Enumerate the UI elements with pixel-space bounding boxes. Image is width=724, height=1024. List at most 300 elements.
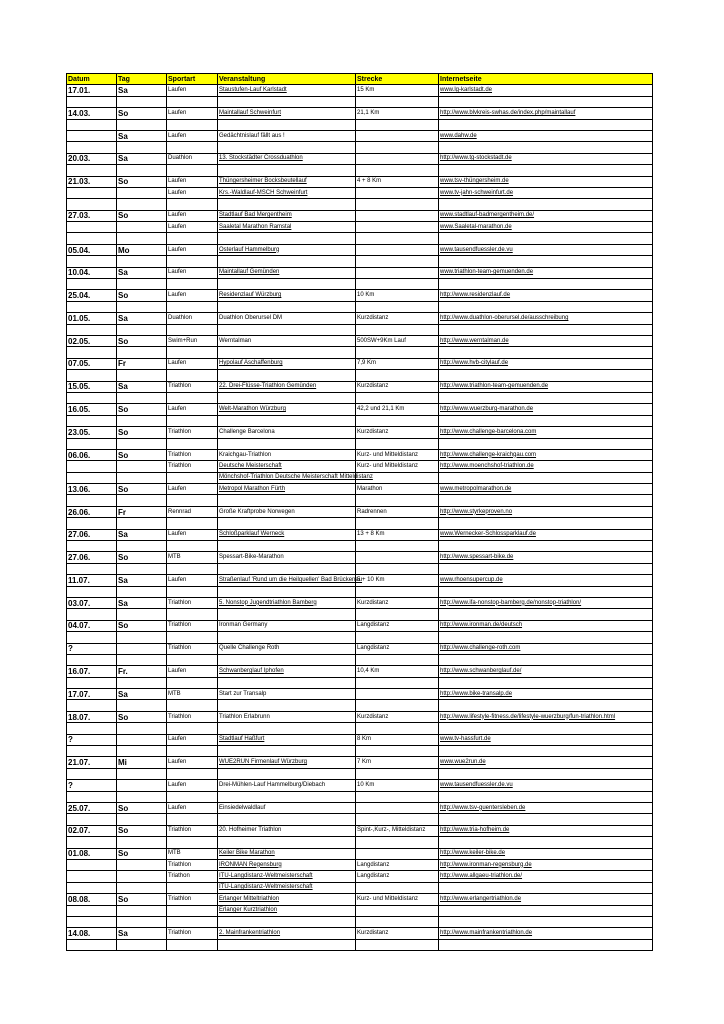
- distance-cell: [356, 700, 439, 711]
- website-link: [439, 415, 653, 426]
- event-cell: Staustufen-Lauf Karlstadt: [218, 85, 356, 96]
- website-link[interactable]: http://www.keiler-bike.de: [439, 848, 653, 859]
- sport-cell: Laufen: [167, 244, 218, 255]
- spacer-row: [67, 563, 653, 574]
- day-cell: Sa: [117, 313, 167, 324]
- website-link: [439, 165, 653, 176]
- table-row: [67, 575, 653, 586]
- website-link: [439, 324, 653, 335]
- event-cell: [218, 677, 356, 688]
- event-cell: [218, 495, 356, 506]
- spacer-row: [67, 119, 653, 130]
- event-cell: [218, 563, 356, 574]
- event-cell: Schwanberglauf Iphofen: [218, 666, 356, 677]
- day-cell: Sa: [117, 529, 167, 540]
- table-row: [67, 689, 653, 700]
- day-cell: [117, 370, 167, 381]
- distance-cell: 42,2 und 21,1 Km: [356, 404, 439, 415]
- date-cell: [67, 415, 117, 426]
- spacer-row: [67, 723, 653, 734]
- spacer-row: [67, 438, 653, 449]
- distance-cell: [356, 153, 439, 164]
- spacer-row: [67, 495, 653, 506]
- sport-cell: Laufen: [167, 803, 218, 814]
- date-cell: [67, 700, 117, 711]
- day-cell: So: [117, 108, 167, 119]
- website-link[interactable]: www.tv-jahn-schweinfurt.de: [439, 187, 653, 198]
- event-cell: [218, 165, 356, 176]
- table-row: [67, 381, 653, 392]
- date-cell: [67, 518, 117, 529]
- website-link: [439, 563, 653, 574]
- date-cell: [67, 370, 117, 381]
- website-link[interactable]: www.metropolmarathon.de: [439, 484, 653, 495]
- sport-cell: [167, 392, 218, 403]
- distance-cell: [356, 518, 439, 529]
- event-cell: 20. Hofheimer Triathlon: [218, 825, 356, 836]
- day-cell: Sa: [117, 575, 167, 586]
- website-link[interactable]: http://www.blvkreis-swhas.de/index.php/maintallauf: [439, 108, 653, 119]
- day-cell: [117, 734, 167, 745]
- sport-cell: [167, 939, 218, 950]
- sport-cell: Triathlon: [167, 461, 218, 472]
- day-cell: Fr: [117, 358, 167, 369]
- date-cell: 20.03.: [67, 153, 117, 164]
- distance-cell: [356, 723, 439, 734]
- sport-cell: [167, 563, 218, 574]
- table-row: [67, 859, 653, 870]
- distance-cell: [356, 301, 439, 312]
- website-link: [439, 495, 653, 506]
- event-cell: Metropol Marathon Fürth: [218, 484, 356, 495]
- distance-cell: 5 + 10 Km: [356, 575, 439, 586]
- sport-cell: Laufen: [167, 210, 218, 221]
- table-row: [67, 848, 653, 859]
- website-link: [439, 233, 653, 244]
- date-cell: [67, 791, 117, 802]
- sport-cell: Duathlon: [167, 313, 218, 324]
- website-link: [439, 347, 653, 358]
- website-link[interactable]: http://www.ironman-regensburg.de: [439, 859, 653, 870]
- event-cell: Thüngersheimer Bocksbeutellauf: [218, 176, 356, 187]
- website-link[interactable]: http://www.duathlon-oberursel.de/ausschreibung: [439, 313, 653, 324]
- spacer-row: [67, 677, 653, 688]
- sport-cell: Triathlon: [167, 711, 218, 722]
- date-cell: 25.04.: [67, 290, 117, 301]
- sport-cell: [167, 495, 218, 506]
- date-cell: ?: [67, 780, 117, 791]
- sport-cell: [167, 632, 218, 643]
- website-link[interactable]: http://www.moenchshof-triathlon.de: [439, 461, 653, 472]
- website-link: [439, 916, 653, 927]
- distance-cell: [356, 199, 439, 210]
- sport-cell: [167, 142, 218, 153]
- event-cell: [218, 119, 356, 130]
- distance-cell: [356, 746, 439, 757]
- sport-cell: [167, 700, 218, 711]
- spacer-row: [67, 814, 653, 825]
- table-row: [67, 210, 653, 221]
- spacer-row: [67, 165, 653, 176]
- date-cell: [67, 768, 117, 779]
- spacer-row: [67, 654, 653, 665]
- distance-cell: [356, 244, 439, 255]
- website-link: [439, 301, 653, 312]
- sport-cell: Swim+Run: [167, 335, 218, 346]
- website-link[interactable]: www.Wernecker-Schlossparklauf.de: [439, 529, 653, 540]
- table-row: [67, 187, 653, 198]
- distance-cell: [356, 165, 439, 176]
- sport-cell: [167, 814, 218, 825]
- website-link[interactable]: http://www.tg-stockstadt.de: [439, 153, 653, 164]
- date-cell: ?: [67, 643, 117, 654]
- distance-cell: [356, 882, 439, 893]
- day-cell: Mi: [117, 757, 167, 768]
- sport-cell: Laufen: [167, 267, 218, 278]
- event-cell: Erlanger Mitteltriathlon: [218, 894, 356, 905]
- website-link[interactable]: http://www.challenge-barcelona.com: [439, 427, 653, 438]
- website-link[interactable]: http://www.tsv-guentersleben.de: [439, 803, 653, 814]
- date-cell: [67, 746, 117, 757]
- header-tag: Tag: [117, 74, 167, 85]
- website-link[interactable]: http://www.challenge-roth.com: [439, 643, 653, 654]
- sport-cell: Laufen: [167, 358, 218, 369]
- distance-cell: [356, 130, 439, 141]
- day-cell: Sa: [117, 85, 167, 96]
- sport-cell: [167, 746, 218, 757]
- day-cell: [117, 780, 167, 791]
- sport-cell: Laufen: [167, 404, 218, 415]
- website-link[interactable]: www.wue2run.de: [439, 757, 653, 768]
- distance-cell: 10,4 Km: [356, 666, 439, 677]
- day-cell: [117, 871, 167, 882]
- distance-cell: [356, 233, 439, 244]
- event-cell: 2. Mainfrankentriathlon: [218, 928, 356, 939]
- date-cell: [67, 165, 117, 176]
- day-cell: [117, 256, 167, 267]
- spacer-row: [67, 142, 653, 153]
- website-link[interactable]: http://www.challenge-kraichgau.com: [439, 449, 653, 460]
- header-strecke: Strecke: [356, 74, 439, 85]
- day-cell: [117, 916, 167, 927]
- sport-cell: [167, 415, 218, 426]
- spacer-row: [67, 301, 653, 312]
- table-row: [67, 506, 653, 517]
- day-cell: So: [117, 290, 167, 301]
- date-cell: [67, 939, 117, 950]
- website-link[interactable]: www.tausendfuessler.de.vu: [439, 244, 653, 255]
- sport-cell: [167, 791, 218, 802]
- distance-cell: [356, 791, 439, 802]
- day-cell: Sa: [117, 130, 167, 141]
- website-link[interactable]: http://www.tria-hofheim.de: [439, 825, 653, 836]
- website-link[interactable]: http://www.werntalman.de: [439, 335, 653, 346]
- sport-cell: Triathlon: [167, 449, 218, 460]
- website-link[interactable]: www.tsv-thüngersheim.de: [439, 176, 653, 187]
- distance-cell: [356, 495, 439, 506]
- event-cell: [218, 324, 356, 335]
- day-cell: So: [117, 210, 167, 221]
- spacer-row: [67, 700, 653, 711]
- website-link: [439, 279, 653, 290]
- website-link: [439, 814, 653, 825]
- event-cell: [218, 768, 356, 779]
- table-row: [67, 620, 653, 631]
- website-link: [439, 723, 653, 734]
- day-cell: Sa: [117, 267, 167, 278]
- spacer-row: [67, 768, 653, 779]
- day-cell: [117, 415, 167, 426]
- event-cell: Drei-Mühlen-Lauf Hammelburg/Diebach: [218, 780, 356, 791]
- date-cell: [67, 609, 117, 620]
- event-cell: [218, 301, 356, 312]
- date-cell: 17.07.: [67, 689, 117, 700]
- date-cell: 03.07.: [67, 597, 117, 608]
- date-cell: 14.08.: [67, 928, 117, 939]
- distance-cell: [356, 187, 439, 198]
- website-link[interactable]: www.rhoensupercup.de: [439, 575, 653, 586]
- event-cell: Keiler Bike Marathon: [218, 848, 356, 859]
- table-row: [67, 244, 653, 255]
- sport-cell: [167, 882, 218, 893]
- date-cell: 25.07.: [67, 803, 117, 814]
- table-row: [67, 905, 653, 916]
- website-link[interactable]: www.tausendfuessler.de.vu: [439, 780, 653, 791]
- website-link: [439, 96, 653, 107]
- sport-cell: [167, 279, 218, 290]
- distance-cell: [356, 370, 439, 381]
- day-cell: Sa: [117, 597, 167, 608]
- sport-cell: Laufen: [167, 484, 218, 495]
- distance-cell: [356, 814, 439, 825]
- website-link: [439, 905, 653, 916]
- date-cell: ?: [67, 734, 117, 745]
- spacer-row: [67, 96, 653, 107]
- sport-cell: [167, 119, 218, 130]
- table-row: [67, 803, 653, 814]
- event-cell: IRONMAN Regensburg: [218, 859, 356, 870]
- website-link: [439, 472, 653, 483]
- day-cell: [117, 233, 167, 244]
- table-row: [67, 290, 653, 301]
- day-cell: So: [117, 711, 167, 722]
- distance-cell: 7,9 Km: [356, 358, 439, 369]
- distance-cell: [356, 768, 439, 779]
- sport-cell: Triathlon: [167, 597, 218, 608]
- table-row: [67, 404, 653, 415]
- day-cell: So: [117, 427, 167, 438]
- day-cell: [117, 495, 167, 506]
- date-cell: [67, 871, 117, 882]
- website-link: [439, 768, 653, 779]
- date-cell: [67, 324, 117, 335]
- table-row: [67, 825, 653, 836]
- sport-cell: [167, 370, 218, 381]
- table-row: [67, 176, 653, 187]
- distance-cell: Langdistanz: [356, 859, 439, 870]
- sport-cell: [167, 165, 218, 176]
- day-cell: Sa: [117, 928, 167, 939]
- day-cell: [117, 472, 167, 483]
- website-link[interactable]: http://www.allgaeu-triathlon.de/: [439, 871, 653, 882]
- website-link[interactable]: http://www.erlangertriathlon.de: [439, 894, 653, 905]
- event-cell: Ironman Germany: [218, 620, 356, 631]
- website-link: [439, 518, 653, 529]
- distance-cell: [356, 586, 439, 597]
- sport-cell: [167, 256, 218, 267]
- distance-cell: Kurzdistanz: [356, 928, 439, 939]
- distance-cell: [356, 939, 439, 950]
- date-cell: [67, 563, 117, 574]
- website-link[interactable]: http://www.triathlon-team-gemuenden.de: [439, 381, 653, 392]
- website-link[interactable]: http://www.styrkeproven.no: [439, 506, 653, 517]
- distance-cell: Kurz- und Mitteldistanz: [356, 449, 439, 460]
- day-cell: So: [117, 404, 167, 415]
- day-cell: [117, 461, 167, 472]
- day-cell: [117, 347, 167, 358]
- date-cell: [67, 222, 117, 233]
- day-cell: [117, 586, 167, 597]
- sport-cell: MTB: [167, 689, 218, 700]
- table-row: [67, 552, 653, 563]
- website-link[interactable]: http://www.ironman.de/deutsch: [439, 620, 653, 631]
- website-link[interactable]: www.tv-hassfurt.de: [439, 734, 653, 745]
- table-row: [67, 313, 653, 324]
- date-cell: [67, 392, 117, 403]
- date-cell: 02.05.: [67, 335, 117, 346]
- website-link[interactable]: www.dahw.de: [439, 130, 653, 141]
- event-cell: [218, 233, 356, 244]
- day-cell: [117, 392, 167, 403]
- distance-cell: Marathon: [356, 484, 439, 495]
- event-cell: ITU-Langdistanz-Weltmeisterschaft: [218, 871, 356, 882]
- day-cell: So: [117, 552, 167, 563]
- day-cell: So: [117, 894, 167, 905]
- sport-cell: Laufen: [167, 290, 218, 301]
- table-row: [67, 153, 653, 164]
- day-cell: [117, 187, 167, 198]
- spacer-row: [67, 837, 653, 848]
- website-link: [439, 142, 653, 153]
- spacer-row: [67, 791, 653, 802]
- day-cell: [117, 438, 167, 449]
- sport-cell: Laufen: [167, 85, 218, 96]
- sport-cell: Laufen: [167, 187, 218, 198]
- event-cell: Duathlon Oberursel DM: [218, 313, 356, 324]
- sport-cell: [167, 518, 218, 529]
- website-link[interactable]: http://www.wuerzburg-marathon.de: [439, 404, 653, 415]
- event-cell: Erlanger Kurztriathlon: [218, 905, 356, 916]
- distance-cell: [356, 438, 439, 449]
- website-link[interactable]: http://www.residenzlauf.de: [439, 290, 653, 301]
- date-cell: [67, 916, 117, 927]
- event-cell: Stadtlauf Bad Mergentheim: [218, 210, 356, 221]
- distance-cell: [356, 654, 439, 665]
- event-cell: Straßenlauf 'Rund um die Heilquellen' Bad Brückenau: [218, 575, 356, 586]
- website-link[interactable]: www.lg-karlstadt.de: [439, 85, 653, 96]
- day-cell: [117, 324, 167, 335]
- spacer-row: [67, 746, 653, 757]
- day-cell: So: [117, 620, 167, 631]
- date-cell: 16.07.: [67, 666, 117, 677]
- day-cell: Fr: [117, 506, 167, 517]
- sport-cell: MTB: [167, 552, 218, 563]
- date-cell: 14.03.: [67, 108, 117, 119]
- date-cell: 27.06.: [67, 529, 117, 540]
- spacer-row: [67, 609, 653, 620]
- website-link[interactable]: http://www.mainfrankentriathlon.de: [439, 928, 653, 939]
- header-sportart: Sportart: [167, 74, 218, 85]
- website-link[interactable]: www.Saaletal-marathon.de: [439, 222, 653, 233]
- spacer-row: [67, 518, 653, 529]
- distance-cell: [356, 689, 439, 700]
- event-cell: [218, 347, 356, 358]
- day-cell: [117, 791, 167, 802]
- sport-cell: Triathlon: [167, 894, 218, 905]
- sport-cell: [167, 837, 218, 848]
- website-link: [439, 586, 653, 597]
- website-link[interactable]: http://www.schwanberglauf.de/: [439, 666, 653, 677]
- distance-cell: [356, 837, 439, 848]
- distance-cell: 8 Km: [356, 734, 439, 745]
- date-cell: [67, 256, 117, 267]
- sport-cell: [167, 438, 218, 449]
- spacer-row: [67, 233, 653, 244]
- distance-cell: 15 Km: [356, 85, 439, 96]
- website-link[interactable]: http://www.bike-transalp.de: [439, 689, 653, 700]
- distance-cell: Spint-,Kurz-, Mitteldistanz: [356, 825, 439, 836]
- table-row: [67, 928, 653, 939]
- distance-cell: [356, 210, 439, 221]
- website-link: [439, 791, 653, 802]
- distance-cell: Langdistanz: [356, 643, 439, 654]
- sport-cell: Triathlon: [167, 427, 218, 438]
- distance-cell: Langdistanz: [356, 871, 439, 882]
- header-veranstaltung: Veranstaltung: [218, 74, 356, 85]
- table-row: [67, 85, 653, 96]
- date-cell: [67, 632, 117, 643]
- website-link[interactable]: www.triathlon-team-gemuenden.de: [439, 267, 653, 278]
- distance-cell: 13 + 8 Km: [356, 529, 439, 540]
- event-cell: Maintallauf Schweinfurt: [218, 108, 356, 119]
- event-cell: [218, 632, 356, 643]
- day-cell: [117, 222, 167, 233]
- table-row: [67, 130, 653, 141]
- day-cell: Sa: [117, 689, 167, 700]
- event-cell: Schloßparklauf Werneck: [218, 529, 356, 540]
- website-link[interactable]: www.stadtlauf-badmergentheim.de/: [439, 210, 653, 221]
- website-link[interactable]: http://www.ifa-nonstop-bamberg.de/nonstop-triathlon/: [439, 597, 653, 608]
- day-cell: [117, 837, 167, 848]
- date-cell: [67, 882, 117, 893]
- distance-cell: [356, 392, 439, 403]
- event-cell: [218, 939, 356, 950]
- table-row: [67, 734, 653, 745]
- day-cell: [117, 746, 167, 757]
- table-row: [67, 882, 653, 893]
- website-link[interactable]: http://www.spessart-bike.de: [439, 552, 653, 563]
- sport-cell: Triathlon: [167, 643, 218, 654]
- event-cell: Große Kraftprobe Norwegen: [218, 506, 356, 517]
- distance-cell: Kurz- und Mitteldistanz: [356, 894, 439, 905]
- website-link[interactable]: http://www.lifestyle-fitness.de/lifestyle-wuerzburg/fun-triathlon.html: [439, 711, 653, 722]
- date-cell: [67, 677, 117, 688]
- sport-cell: Triathlon: [167, 859, 218, 870]
- distance-cell: [356, 905, 439, 916]
- date-cell: [67, 837, 117, 848]
- table-row: [67, 597, 653, 608]
- website-link[interactable]: http://www.hvb-citylauf.de: [439, 358, 653, 369]
